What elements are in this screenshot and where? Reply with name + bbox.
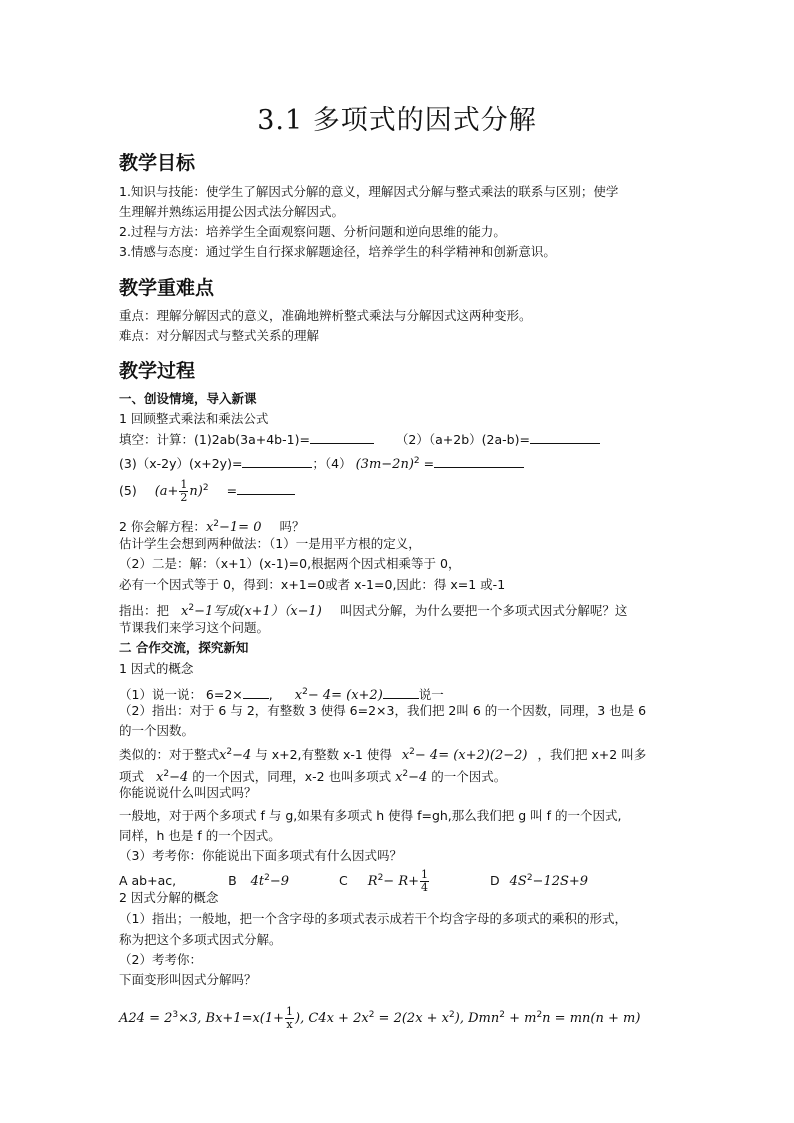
factor-concept-title: 1 因式的概念 (119, 661, 194, 676)
definition-line-1: 一般地，对于两个多项式 f 与 g,如果有多项式 h 使得 f=gh,那么我们把 g 叫 f 的一个因式, (119, 808, 622, 823)
fill-line-2: (3)（x-2y）(x+2y)= ；（4） $(3m-2n)^2$ = (119, 451, 524, 475)
part-two-title: 二 合作交流，探究新知 (119, 640, 249, 655)
estimate-line-1: 估计学生会想到两种做法：（1）一是用平方根的定义， (119, 536, 421, 551)
option-c[interactable]: C $R^2- R+$ $\frac{1}{4}$ (339, 868, 429, 895)
factor-note-line-2: 的一个因数。 (119, 723, 195, 738)
fill-line-3: (5) (a+ $\frac{1}{2}$ n)$^2$ = (119, 474, 295, 506)
heading-teaching-goals: 教学目标 (119, 152, 196, 174)
goal-line-1: 1.知识与技能：使学生了解因式分解的意义，理解因式分解与整式乘法的联系与区别；使学 (119, 184, 619, 199)
definition-line-2: 同样，h 也是 f 的一个因式。 (119, 828, 281, 843)
analogy-line-1: 类似的：对于整式$x^2-4$ 与 x+2,有整数 x-1 使得 $x^2- 4= (x+2)(2-2)$ ，我们把 x+2 叫多 (119, 747, 647, 764)
point-out-line-2: 节课我们来学习这个问题。 (119, 620, 270, 635)
answer-blank-6[interactable] (243, 684, 269, 699)
heading-key-points: 教学重难点 (119, 277, 215, 299)
goal-line-4: 3.情感与态度：通过学生自行探求解题途径，培养学生的科学精神和创新意识。 (119, 244, 556, 259)
page-title: 3.1 多项式的因式分解 (257, 105, 537, 136)
goal-line-3: 2.过程与方法：培养学生全面观察问题、分析问题和逆向思维的能力。 (119, 224, 506, 239)
difficulty-line: 难点：对分解因式与整式关系的理解 (119, 328, 320, 343)
factor-note-line-1: （2）指出：对于 6 与 2，有整数 3 使得 6=2×3，我们把 2叫 6 的一个因数，同理，3 也是 6 (119, 703, 647, 718)
fill-line-1: 填空：计算：(1)2ab(3a+4b-1)= （2）（a+2b）(2a-b)= (119, 429, 600, 450)
part-one-title: 一、创设情境，导入新课 (119, 391, 257, 406)
transform-equations: $A24 = 2^3\times 3$, Bx+1=x(1+ $\frac{1}{x}$ ), $C4x + 2x^2 = 2(2x + x^2)$, $Dmn^2 + m^2n = mn(n + m)$ (119, 1005, 641, 1032)
factorization-def-line-2: 称为把这个多项式因式分解。 (119, 932, 282, 947)
answer-blank-5[interactable] (237, 480, 295, 495)
heading-teaching-process: 教学过程 (119, 360, 196, 382)
say-line: （1）说一说： 6=2× , $x^2- 4= (x+2)$ 说一 (119, 682, 444, 706)
answer-blank-7[interactable] (383, 684, 419, 699)
quiz-question: （3）考考你：你能说出下面多项式有什么因式吗？ (119, 848, 402, 863)
estimate-line-2: （2）二是：解：（x+1）(x-1)=0,根据两个因式相乘等于 0， (119, 556, 461, 571)
option-b[interactable]: B $4t^2-9$ (228, 873, 290, 890)
question-what-is-factor: 你能说说什么叫因式吗？ (119, 785, 257, 800)
goal-line-2: 生理解并熟练运用提公因式法分解因式。 (119, 204, 345, 219)
review-title: 1 回顾整式乘法和乘法公式 (119, 411, 269, 426)
option-a[interactable]: A ab+ac, (119, 873, 177, 889)
equation-question: 2 你会解方程：$x^2-1= 0$ 吗？ (119, 519, 305, 536)
point-out-line: 指出：把 $x^2-1$写成(x+1）（x−1) 叫因式分解，为什么要把一个多项式因式分解呢？这 (119, 603, 628, 620)
factorization-concept-title: 2 因式分解的概念 (119, 890, 219, 905)
answer-blank-1[interactable] (310, 429, 374, 444)
answer-blank-2[interactable] (530, 429, 600, 444)
option-d[interactable]: D $4S^2-12S+9$ (490, 873, 589, 890)
estimate-line-3: 必有一个因式等于 0，得到：x+1=0或者 x-1=0,因此：得 x=1 或-1 (119, 577, 506, 592)
quiz-question-2: 下面变形叫因式分解吗？ (119, 972, 257, 987)
analogy-line-2: 项式 $x^2-4$ 的一个因式，同理，x-2 也叫多项式 $x^2-4$ 的一个因式。 (119, 769, 507, 786)
answer-blank-4[interactable] (434, 453, 524, 468)
quiz-label-2: （2）考考你： (119, 952, 202, 967)
factorization-def-line-1: （1）指出；一般地，把一个含字母的多项式表示成若干个均含字母的多项式的乘积的形式， (119, 911, 627, 926)
answer-blank-3[interactable] (242, 453, 312, 468)
key-point-line: 重点：理解分解因式的意义，准确地辨析整式乘法与分解因式这两种变形。 (119, 308, 532, 323)
